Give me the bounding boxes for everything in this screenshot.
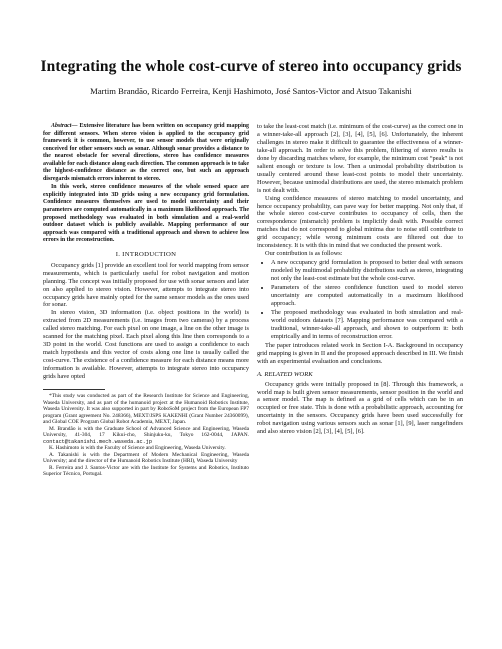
abstract-paragraph-1	[43, 123, 249, 183]
intro-paragraph-2: In stereo vision, 3D information (i.e. object positions in the world) is extracted from 2D measurements (i.e. images from two cameras) by a process called stereo matching. For each pixel on one image, a line on the other image is scanned for the matching pixel. Each pixel along this line then corresponds to a 3D point in the world. Cost functions are used to assign a confidence to each match hypothesis and this vector of costs along one line is usually called the cost-curve. The existence of a confidence measure for each distance means more information is available. However, attempts to integrate stereo into occupancy grids have opted	[43, 309, 249, 381]
footnote-funding: *This study was conducted as part of the Research Institute for Science and Engineering, Waseda University, and as part of the humanoid project at the Humanoid Robotics Institute, Waseda University. It was also supported in part by RoboSoM project from the European FP7 program (Grant agreement No. 248366), MEXT/JSPS KAKENHI (Grant Number 24360099), and Global COE Program Global Robot Academia, MEXT, Japan.	[43, 393, 249, 425]
intro-paragraph-4: Using confidence measures of stereo matching to model uncertainty, and hence occupancy probability, can pave way for better mapping. Not only that, if the whole stereo cost-curve contributes to occupancy of cells, then the correspondence (mismatch) problem is implicitly dealt with. Possible correct matches that do not correspond to global minima due to noise still contribute to grid occupancy; while wrong minimum costs are filtered out due to inconsistency. It is with this in mind that we conducted the present work.	[257, 194, 463, 250]
abstract-label: Abstract	[51, 123, 72, 129]
author-list: Martim Brandão, Ricardo Ferreira, Kenji Hashimoto, José Santos-Victor and Atsuo Takanishi	[90, 86, 412, 96]
section-heading-introduction: I. INTRODUCTION	[115, 250, 177, 258]
footnote-brandao	[43, 426, 249, 446]
left-column	[43, 123, 249, 478]
contribution-intro: Our contribution is as follows:	[265, 250, 343, 258]
intro-paragraph-3: to take the least-cost match (i.e. minimum of the cost-curve) as the correct one in a winner-take-all approach [2], [3], [4], [5], [6]. Unfortunately, the inherent challenges in stereo make it difficult to guarantee the effectiveness of a winner-take-all approach. In order to solve this problem, filtering of stereo results is done by discarding matches where, for example, the minimum cost “peak” is not salient enough or texture is low. Then a unimodal probability distribution is usually centered around these least-cost points to model their uncertainty. However, because unimodal distributions are used, the stereo mismatch problem is not dealt with.	[257, 123, 463, 194]
contribution-list	[257, 259, 463, 341]
footnote-ferreira: R. Ferreira and J. Santos-Victor are with the Institute for Systems and Robotics, Instituto Superior Técnico, Portugal.	[43, 464, 249, 477]
abstract-text-1: — Extensive literature has been written on occupancy grid mapping for different sensors. When stereo vision is applied to the occupancy grid framework it is common, however, to use sensor models that were originally conceived for other sensors such as sonar. Although sonar provides a distance to the nearest obstacle for several directions, stereo has confidence measures available for each distance along each direction. The common approach is to take the highest-confidence distance as the correct one, but such an approach disregards mismatch errors inherent to stereo.	[43, 123, 249, 182]
related-work-paragraph: Occupancy grids were initially proposed in [8]. Through this framework, a world map is built given sensor measurements, sensor position in the world and a sensor model. The map is defined as a grid of cells which can be in an occupied or free state. This is done with a probabilistic approach, accounting for uncertainty in the sensors. Occupancy grids have been used successfully for robot navigation using various sensors such as sonar [1], [9], laser rangefinders and also stereo vision [2], [3], [4], [5], [6].	[257, 380, 463, 436]
abstract-paragraph-2: In this work, stereo confidence measures of the whole sensed space are explicitly integrated into 3D grids using a new occupancy grid formulation. Confidence measures themselves are used to model uncertainty and their parameters are computed automatically in a maximum likelihood approach. The proposed methodology was evaluated in both simulation and a real-world outdoor dataset which is publicly available. Mapping performance of our approach was compared with a traditional approach and shown to achieve less errors in the reconstruction.	[43, 184, 249, 244]
footnote-divider	[43, 389, 105, 390]
contribution-item: • Parameters of the stereo confidence function used to model stereo uncertainty are computed automatically in a maximum likelihood approach.	[271, 284, 463, 308]
intro-paragraph-1: Occupancy grids [1] provide an excellent tool for world mapping from sensor measurements, which is particularly useful for robot navigation and motion planning. The concept was initially proposed for use with sonar sensors and later on also applied to stereo vision. However, attempts to integrate stereo into occupancy grids have mainly opted for the same sensor models as the ones used for sonar.	[43, 261, 249, 309]
paper-outline-paragraph: The paper introduces related work in Section I-A. Background in occupancy grid mapping is given in II and the proposed approach described in III. We finish with an experimental evaluation and conclusions.	[257, 341, 463, 365]
footnotes	[43, 393, 249, 478]
footnote-takanishi: A. Takanishi is with the Department of Modern Mechanical Engineering, Waseda University; and the director of the Humanoid Robotics Institute (HRI), Waseda University	[43, 451, 249, 464]
subsection-heading-related-work: A. RELATED WORK	[257, 370, 313, 378]
contact-email: contact@takanishi.mech.waseda.ac.jp	[43, 438, 152, 445]
paper-title: Integrating the whole cost-curve of stereo into occupancy grids	[40, 58, 462, 75]
footnote-brandao-text: M. Brandão is with the Graduate School of Advanced Science and Engineering, Waseda University, 41-304, 17 Kikui-cho, Shinjuku-ku, Tokyo 162-0044, JAPAN.	[43, 425, 249, 438]
footnote-hashimoto: K. Hashimoto is with the Faculty of Science and Engineering, Waseda University.	[49, 445, 226, 451]
contribution-item: • A new occupancy grid formulation is proposed to better deal with sensors modeled by multimodal probability distributions such as stereo, integrating not only the least-cost estimate but the whole cost-curve.	[271, 259, 463, 283]
contribution-item: • The proposed methodology was evaluated in both simulation and real-world outdoors datasets [7]. Mapping performance was compared with a traditional, winner-take-all approach, and shown to outperform it: both empirically and in terms of reconstruction error.	[271, 309, 463, 341]
right-column	[257, 123, 463, 436]
